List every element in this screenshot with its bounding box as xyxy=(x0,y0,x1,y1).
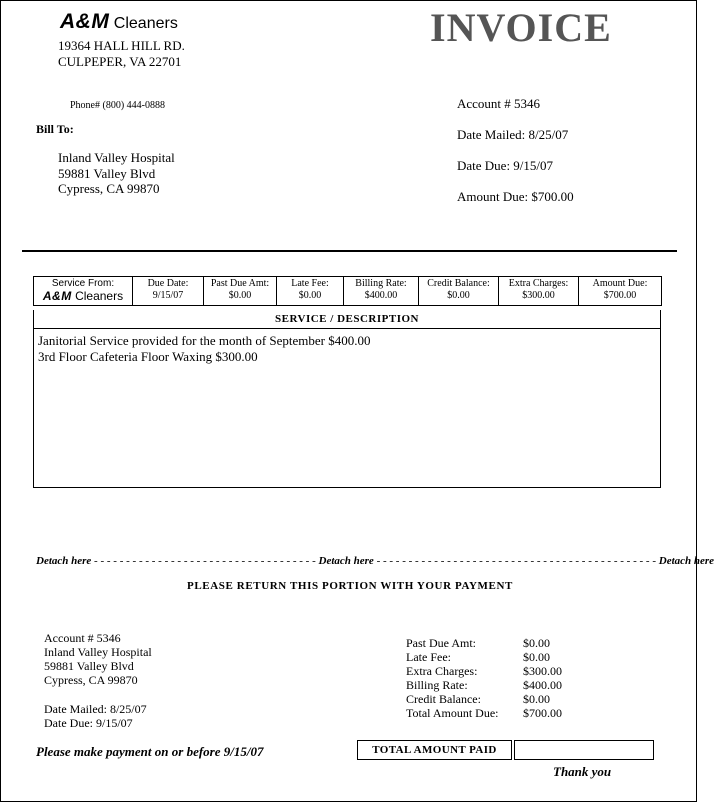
total-amount-paid-field[interactable] xyxy=(514,740,654,760)
charge-label: Billing Rate: xyxy=(406,678,468,692)
cell-label: Billing Rate: xyxy=(355,278,407,289)
service-from-logo-bold: A&M xyxy=(42,289,72,303)
charge-label: Credit Balance: xyxy=(406,692,481,706)
charge-value: $0.00 xyxy=(523,692,550,706)
charge-row xyxy=(406,636,562,650)
invoice-summary xyxy=(457,96,574,205)
detach-dashes: - - - - - - - - - - - - - - - - - - - - - - - - - - - - - - - - - - - - - - - - - - - - xyxy=(373,555,659,567)
cell-label: Past Due Amt: xyxy=(210,278,270,289)
bill-to-city: Cypress, CA 99870 xyxy=(58,181,160,196)
company-phone: Phone# (800) 444-0888 xyxy=(70,100,165,111)
summary-date-due: Date Due: 9/15/07 xyxy=(457,158,554,173)
stub-dates xyxy=(44,702,147,730)
stub-date-mailed: Date Mailed: 8/25/07 xyxy=(44,702,147,716)
logo-text: Cleaners xyxy=(113,15,178,32)
charge-value: $0.00 xyxy=(523,650,550,664)
stub-date-due: Date Due: 9/15/07 xyxy=(44,716,133,730)
charge-row xyxy=(406,692,562,706)
service-description-box xyxy=(33,310,661,488)
service-from-logo-text: Cleaners xyxy=(75,289,124,303)
cell-value: 9/15/07 xyxy=(152,290,184,301)
total-amount-paid-label: TOTAL AMOUNT PAID xyxy=(357,740,512,760)
billing-rate-cell xyxy=(344,277,419,306)
stub-street: 59881 Valley Blvd xyxy=(44,659,134,673)
thank-you: Thank you xyxy=(553,764,612,779)
charge-label: Past Due Amt: xyxy=(406,636,477,650)
bill-to-street: 59881 Valley Blvd xyxy=(58,165,156,181)
summary-date-mailed: Date Mailed: 8/25/07 xyxy=(457,127,569,142)
service-line: Janitorial Service provided for the month of September $400.00 xyxy=(38,333,371,348)
charge-row xyxy=(406,706,562,720)
payment-note: Please make payment on or before 9/15/07 xyxy=(36,744,264,759)
extra-charges-cell xyxy=(499,277,579,306)
service-from-label: Service From: xyxy=(51,278,115,289)
service-description-lines xyxy=(34,329,660,369)
page-title: INVOICE xyxy=(430,5,612,50)
company-address xyxy=(58,38,185,69)
detach-dashes: - - - - - - - - - - - - - - - - - - - - - - - - - - - - - - - - - - - xyxy=(91,555,319,567)
company-address-line2: CULPEPER, VA 22701 xyxy=(58,53,182,69)
detach-middle: Detach here xyxy=(318,555,374,567)
divider-rule xyxy=(22,250,677,252)
cell-value: $700.00 xyxy=(603,290,637,301)
stub-account: Account # 5346 xyxy=(44,631,121,645)
cell-value: $300.00 xyxy=(522,290,555,301)
service-description-title: SERVICE / DESCRIPTION xyxy=(34,310,660,329)
bill-to-label: Bill To: xyxy=(36,122,74,136)
credit-balance-cell xyxy=(419,277,499,306)
summary-account: Account # 5346 xyxy=(457,96,541,111)
service-from-logo xyxy=(34,290,132,303)
cell-label: Credit Balance: xyxy=(427,278,490,289)
service-from-cell xyxy=(34,277,133,306)
charge-label: Late Fee: xyxy=(406,650,451,664)
charge-value: $700.00 xyxy=(523,706,562,720)
due-date-cell xyxy=(133,277,204,306)
late-fee-cell xyxy=(277,277,344,306)
cell-label: Late Fee: xyxy=(291,278,329,289)
charge-value: $300.00 xyxy=(523,664,562,678)
cell-value: $0.00 xyxy=(298,290,322,301)
charge-value: $400.00 xyxy=(523,678,562,692)
summary-amount-due: Amount Due: $700.00 xyxy=(457,189,574,204)
charge-row xyxy=(406,650,562,664)
detach-line xyxy=(36,555,714,567)
company-logo xyxy=(60,10,178,34)
charge-row xyxy=(406,678,562,692)
cell-value: $0.00 xyxy=(447,290,470,301)
detach-right: Detach here xyxy=(658,555,714,567)
billing-header-table xyxy=(33,276,662,306)
stub-address xyxy=(44,631,152,687)
cell-value: $400.00 xyxy=(364,290,398,301)
table-row xyxy=(34,277,662,306)
amount-due-cell xyxy=(579,277,662,306)
cell-label: Amount Due: xyxy=(592,278,648,289)
cell-label: Extra Charges: xyxy=(508,278,569,289)
service-line: 3rd Floor Cafeteria Floor Waxing $300.00 xyxy=(38,349,258,364)
charge-label: Total Amount Due: xyxy=(406,706,499,720)
stub-charges xyxy=(406,636,562,720)
stub-name: Inland Valley Hospital xyxy=(44,645,152,659)
charge-row xyxy=(406,664,562,678)
charge-value: $0.00 xyxy=(523,636,550,650)
bill-to-address xyxy=(58,150,175,197)
detach-left: Detach here xyxy=(36,555,92,567)
stub-city: Cypress, CA 99870 xyxy=(44,673,138,687)
charge-label: Extra Charges: xyxy=(406,664,478,678)
cell-value: $0.00 xyxy=(228,290,252,301)
cell-label: Due Date: xyxy=(147,278,189,289)
bill-to-name: Inland Valley Hospital xyxy=(58,150,175,165)
past-due-cell xyxy=(204,277,277,306)
logo-bold: A&M xyxy=(60,10,110,33)
return-instruction: PLEASE RETURN THIS PORTION WITH YOUR PAYMENT xyxy=(187,580,513,592)
company-address-line1: 19364 HALL HILL RD. xyxy=(58,38,185,53)
